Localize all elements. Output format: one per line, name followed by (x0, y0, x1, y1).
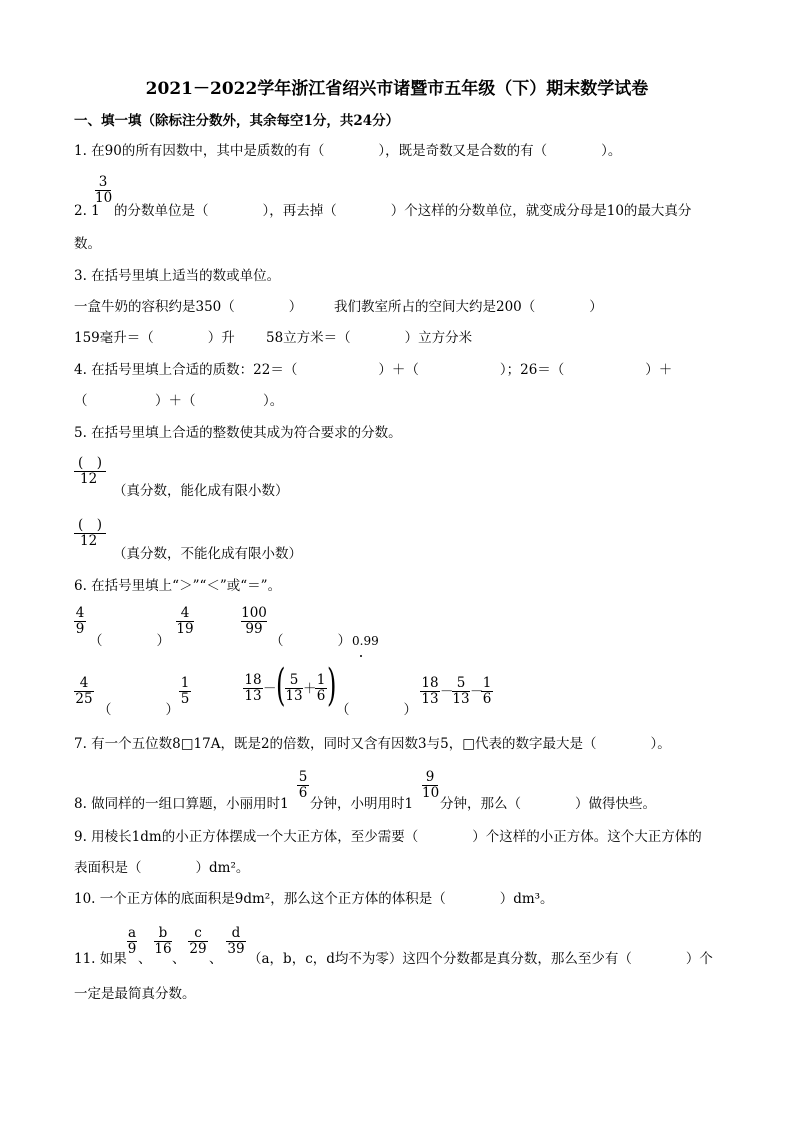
expr2-minus2: － (470, 684, 484, 700)
left-paren: ( (276, 660, 286, 711)
q6r2-expr1-b (285, 673, 303, 704)
expr2-b-den: 13 (452, 691, 470, 707)
section-heading: 一、填一填（除标注分数外，其余每空1分，共24分） (74, 113, 400, 129)
q6r2-blank1: （ ） (98, 702, 179, 718)
q6r1-f2-den: 19 (176, 621, 194, 637)
q6r1-blank1: （ ） (89, 633, 170, 649)
q11-text: （a，b，c，d均不为零）这四个分数都是真分数，那么至少有（ ）个 (248, 951, 713, 967)
expr2-c-num: 1 (482, 675, 492, 691)
q11-frac-d (226, 926, 246, 957)
q6r2-f2-num: 1 (180, 675, 190, 691)
q11-sep3: 、 (209, 951, 223, 967)
q6r1-f2-num: 4 (180, 605, 190, 621)
q3-line2b: 58立方米＝（ ）立方分米 (266, 330, 473, 346)
q11-cont: 一定是最简真分数。 (74, 986, 196, 1002)
expr1-c-den: 6 (316, 688, 326, 704)
q3-line2a: 159毫升＝（ ）升 (74, 330, 235, 346)
q3-line1a: 一盒牛奶的容积约是350（ ） (74, 299, 303, 315)
q6r1-blank2: （ ） (270, 633, 351, 649)
q11-b-num: b (158, 925, 168, 941)
q8-part-b: 分钟，小明用时1 (310, 796, 414, 812)
q4-line2: （ ）＋（ ）。 (74, 393, 284, 409)
q6r2-expr1-c (315, 673, 327, 704)
q5-b-note: （真分数，不能化成有限小数） (113, 546, 302, 562)
q6r1-value: 0.99 (352, 634, 379, 648)
question-7: 7. 有一个五位数8□17A，既是2的倍数，同时又含有因数3与5，□代表的数字最大是（ ）。 (74, 736, 671, 752)
q6r2-expr1-a (243, 673, 263, 704)
expr2-minus1: － (440, 684, 454, 700)
q8-part-c: 分钟，那么（ ）做得快些。 (440, 796, 656, 812)
question-10: 10. 一个正方体的底面积是9dm²，那么这个正方体的体积是（ ）dm³。 (74, 891, 554, 907)
q11-b-den: 16 (154, 941, 172, 957)
q2-text: 的分数单位是（ ），再去掉（ ）个这样的分数单位，就变成分母是10的最大真分 (114, 203, 692, 219)
page-title: 2021－2022学年浙江省绍兴市诸暨市五年级（下）期末数学试卷 (145, 79, 649, 99)
q9-line2: 表面积是（ ）dm²。 (74, 860, 250, 876)
q2-numerator: 3 (98, 174, 108, 190)
q9-line1: 9. 用棱长1dm的小正方体摆成一个大正方体，至少需要（ ）个这样的小正方体。这个大正方体的 (74, 829, 702, 845)
q3-line1b: 我们教室所占的空间大约是200（ ） (334, 299, 603, 315)
q2-fraction (95, 175, 111, 206)
expr1-a-den: 13 (244, 688, 262, 704)
q8-fraction-1 (297, 770, 309, 801)
q5-fraction-a (74, 456, 106, 487)
q5b-denominator: 12 (74, 533, 106, 549)
expr2-a-num: 18 (421, 675, 439, 691)
q5-fraction-b (74, 518, 106, 549)
q11-sep2: 、 (172, 951, 186, 967)
expr2-a-den: 13 (421, 691, 439, 707)
q6-stem: 6. 在括号里填上“＞”“＜”或“＝”。 (74, 578, 282, 594)
q11-prefix: 11. 如果 (74, 951, 127, 967)
q2-prefix: 2. 1 (74, 203, 100, 219)
q11-c-den: 29 (189, 941, 207, 957)
expr2-c-den: 6 (482, 691, 492, 707)
q6r2-blank2: （ ） (336, 702, 417, 718)
right-paren: ) (327, 660, 337, 711)
q6r1-f3-den: 99 (241, 621, 267, 637)
q11-a-den: 9 (127, 941, 137, 957)
expr1-a-num: 18 (244, 672, 262, 688)
q5a-blank: ( ) (77, 455, 103, 471)
q8-fraction-2 (422, 770, 438, 801)
q11-a-num: a (127, 925, 137, 941)
q5-a-note: （真分数，能化成有限小数） (113, 483, 289, 499)
q6r1-f1-num: 4 (75, 605, 85, 621)
q5-stem: 5. 在括号里填上合适的整数使其成为符合要求的分数。 (74, 425, 402, 441)
q6r2-frac2 (179, 676, 191, 707)
expr1-c-num: 1 (316, 672, 326, 688)
q6r1-frac1 (74, 606, 86, 637)
q6r1-f1-den: 9 (75, 621, 85, 637)
q11-frac-a (127, 926, 137, 957)
q4-line1: 4. 在括号里填上合适的质数：22＝（ ）＋（ ）；26＝（ ）＋ (74, 362, 673, 378)
expr1-b-num: 5 (289, 672, 299, 688)
q8-f1-den: 6 (298, 785, 308, 801)
expr1-minus: － (263, 681, 277, 697)
q11-d-num: d (231, 925, 241, 941)
q6r1-frac3 (241, 606, 267, 637)
question-1: 1. 在90的所有因数中，其中是质数的有（ ），既是奇数又是合数的有（ ）。 (74, 143, 622, 159)
q6r1-f3-num: 100 (241, 605, 267, 621)
q6r2-f2-den: 5 (180, 691, 190, 707)
q3-stem: 3. 在括号里填上适当的数或单位。 (74, 268, 281, 284)
mark-dot (360, 655, 362, 657)
q8-f2-num: 9 (425, 769, 435, 785)
q6r2-f1-den: 25 (75, 691, 93, 707)
q6r2-expr2-c (481, 676, 493, 707)
q6r1-frac2 (176, 606, 194, 637)
q8-f2-den: 10 (422, 785, 440, 801)
q5a-denominator: 12 (74, 471, 106, 487)
q2-denominator: 10 (95, 190, 113, 206)
q8-f1-num: 5 (298, 769, 308, 785)
q6r2-expr2-b (452, 676, 470, 707)
q2-cont: 数。 (74, 236, 101, 252)
q6r2-frac1 (74, 676, 94, 707)
q11-sep1: 、 (138, 951, 152, 967)
q6r2-f1-num: 4 (79, 675, 89, 691)
expr2-b-num: 5 (456, 675, 466, 691)
q11-frac-c (188, 926, 208, 957)
q5b-blank: ( ) (77, 517, 103, 533)
expr1-b-den: 13 (285, 688, 303, 704)
q11-d-den: 39 (227, 941, 245, 957)
expr1-plus: ＋ (303, 681, 317, 697)
q8-part-a: 8. 做同样的一组口算题，小丽用时1 (74, 796, 289, 812)
q6r2-expr2-a (420, 676, 440, 707)
q11-frac-b (154, 926, 172, 957)
q11-c-num: c (194, 925, 202, 941)
